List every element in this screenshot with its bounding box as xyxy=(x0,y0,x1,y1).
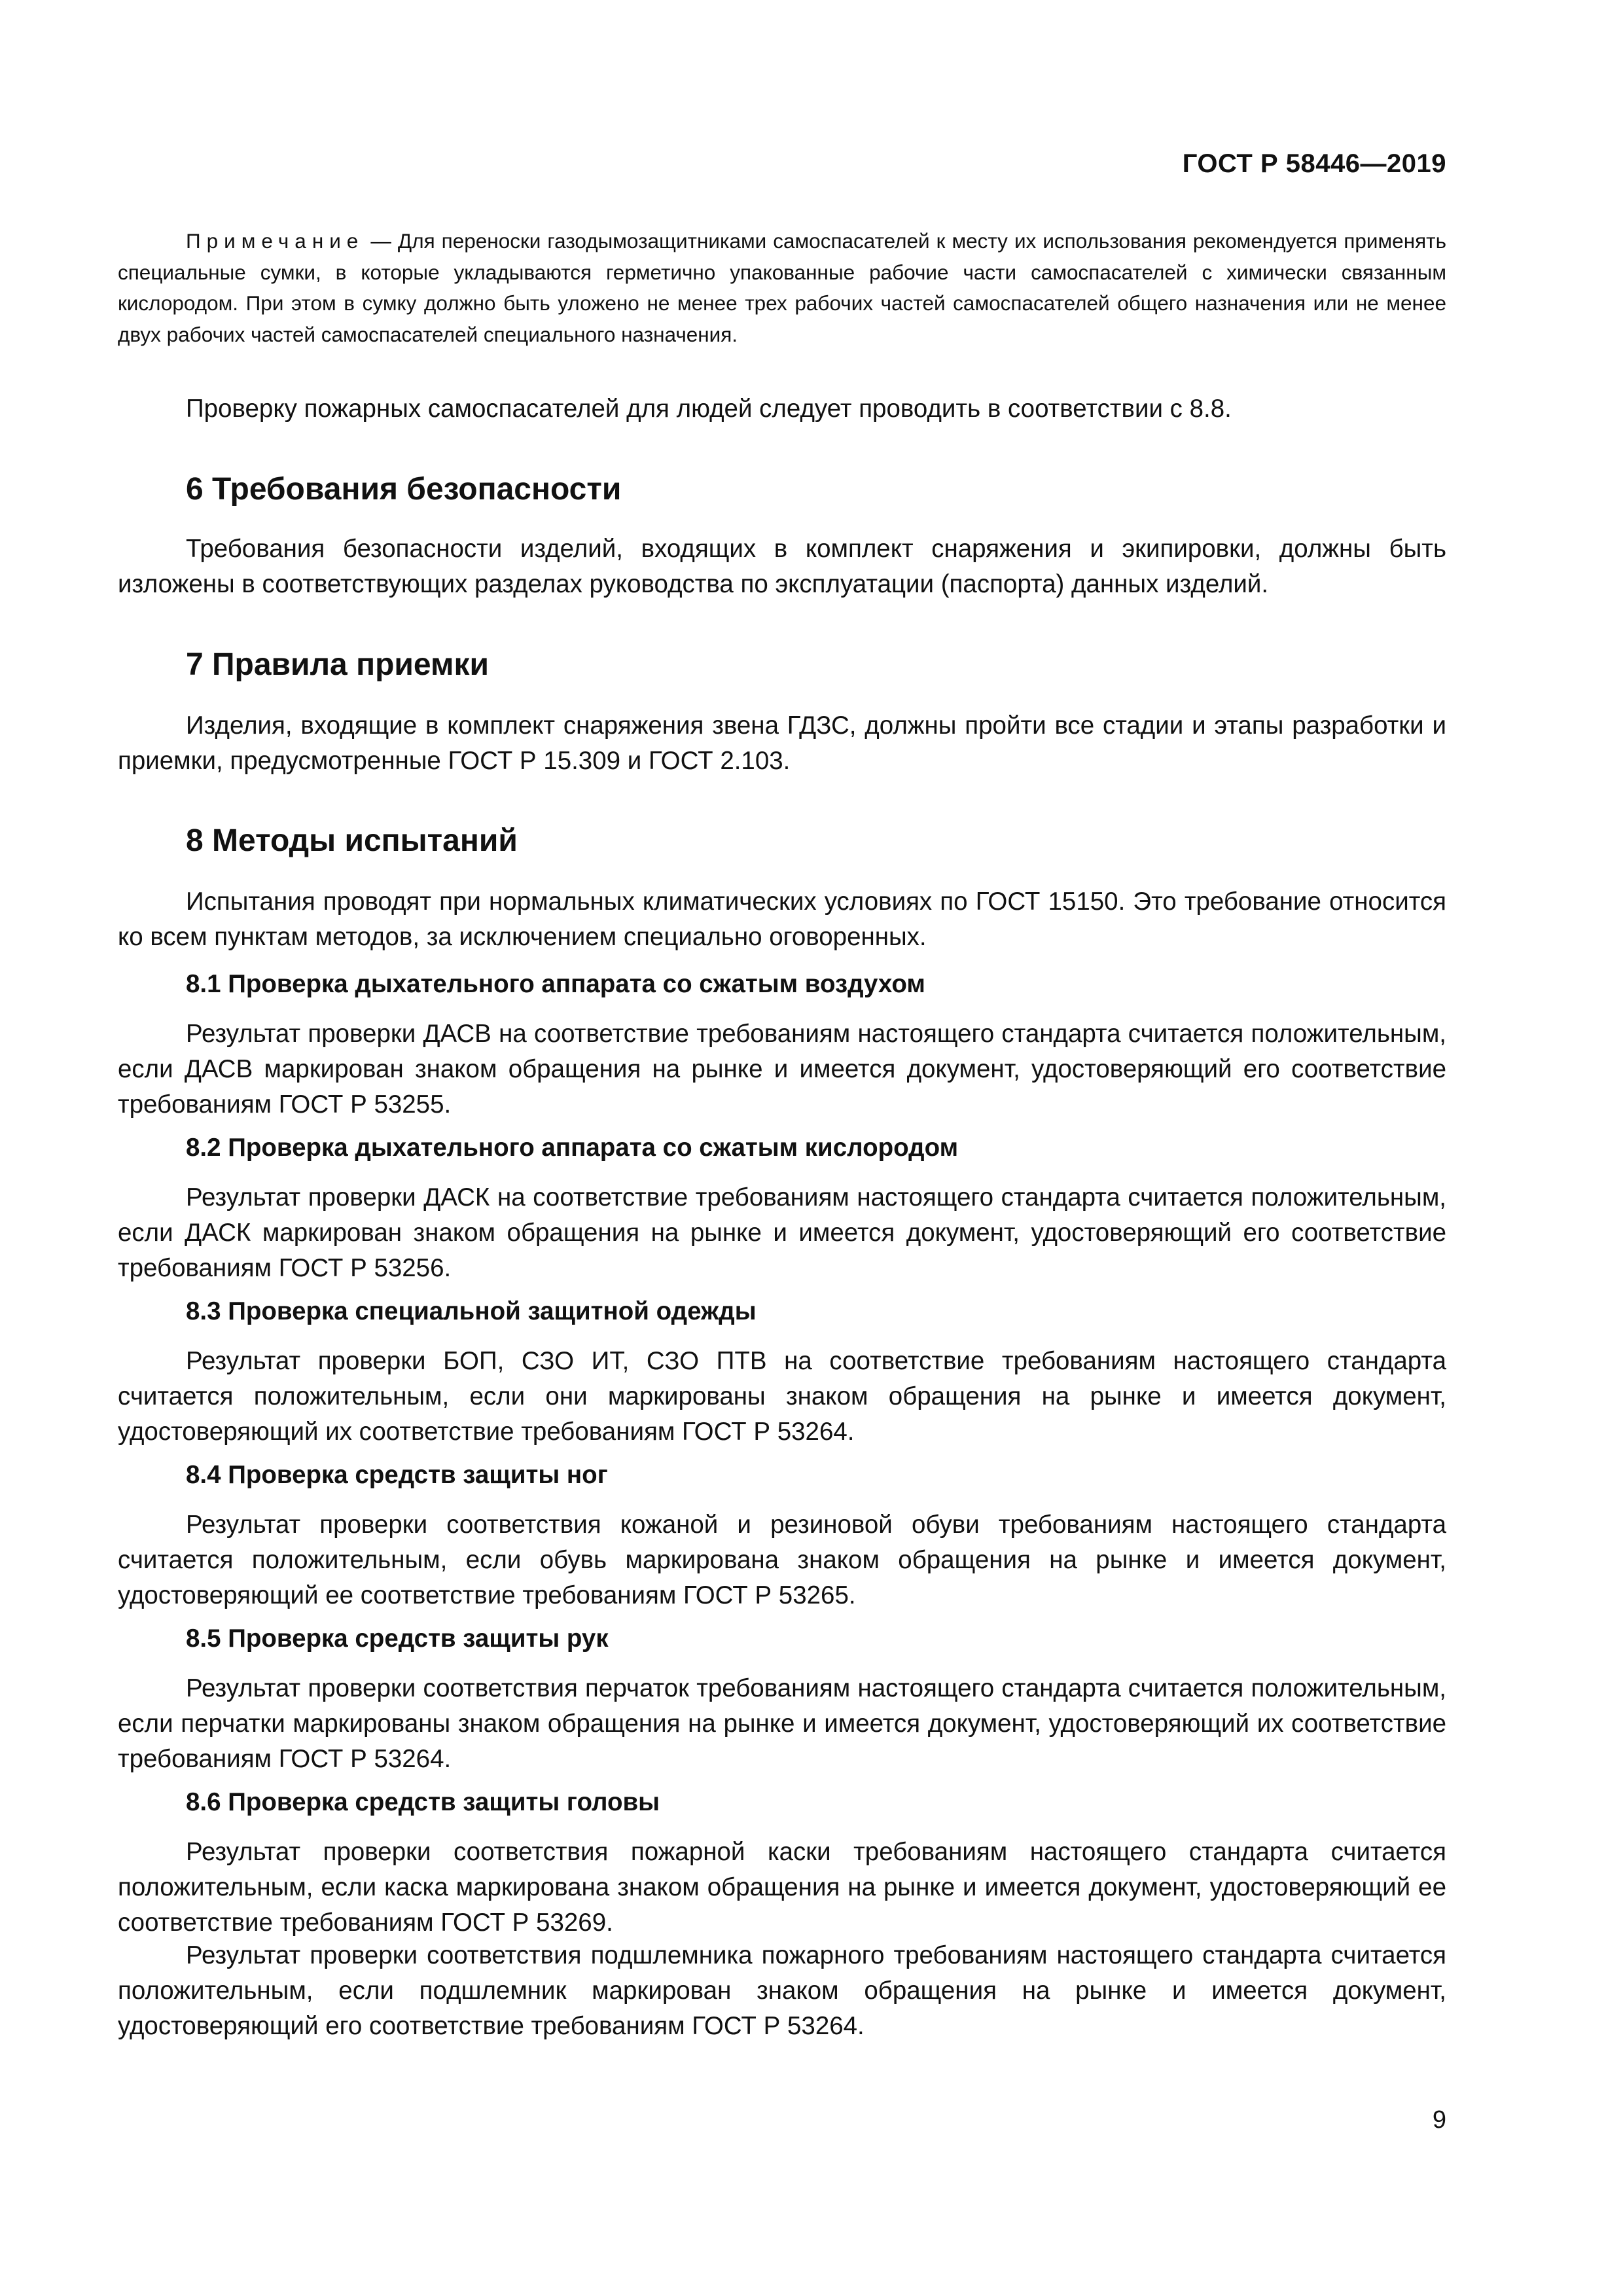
subsection-8-1-title: 8.1 Проверка дыхательного аппарата со сжатым воздухом xyxy=(186,970,925,998)
subsection-8-6-text: Результат проверки соответствия пожарной каски требованиям настоящего стандарта считается положительным, если каска маркирована знаком обращения на рынке и имеется документ, удостоверяющий ее соответствие требованиям ГОСТ Р 53269. xyxy=(118,1838,1446,1937)
subsection-8-5-title: 8.5 Проверка средств защиты рук xyxy=(186,1624,609,1653)
subsection-8-3-text: Результат проверки БОП, СЗО ИТ, СЗО ПТВ на соответствие требованиям настоящего стандарта считается положительным, если они маркированы знаком обращения на рынке и имеется документ, удостоверяющий их соответствие требованиям ГОСТ Р 53264. xyxy=(118,1347,1446,1446)
subsection-8-2-text: Результат проверки ДАСК на соответствие требованиям настоящего стандарта считается положительным, если ДАСК маркирован знаком обращения на рынке и имеется документ, удостоверяющий его соответствие требованиям ГОСТ Р 53256. xyxy=(118,1183,1446,1282)
subsection-8-4-title: 8.4 Проверка средств защиты ног xyxy=(186,1461,608,1489)
subsection-8-2-title: 8.2 Проверка дыхательного аппарата со сжатым кислородом xyxy=(186,1134,959,1162)
section-8-text: Испытания проводят при нормальных климатических условиях по ГОСТ 15150. Это требование относится ко всем пунктам методов, за исключением специально оговоренных. xyxy=(118,888,1446,951)
section-6-title: 6 Требования безопасности xyxy=(186,472,622,507)
note-text: — Для переноски газодымозащитниками самоспасателей к месту их использования рекомендуется применять специальные сумки, в которые укладываются герметично упакованные рабочие части самоспасателей с химически связанным кислородом. При этом в сумку должно быть уложено не менее трех рабочих частей самоспасателей общего назначения или не менее двух рабочих частей самоспасателей специального назначения. xyxy=(118,229,1446,346)
section-7-title: 7 Правила приемки xyxy=(186,647,490,682)
note-label: Примечание xyxy=(186,229,365,253)
subsection-8-6-title: 8.6 Проверка средств защиты головы xyxy=(186,1788,660,1816)
subsection-8-5-text: Результат проверки соответствия перчаток требованиям настоящего стандарта считается положительным, если перчатки маркированы знаком обращения на рынке и имеется документ, удостоверяющий их соответствие требованиям ГОСТ Р 53264. xyxy=(118,1674,1446,1773)
page-header: ГОСТ Р 58446—2019 xyxy=(1182,149,1446,178)
section-7-text: Изделия, входящие в комплект снаряжения звена ГДЗС, должны пройти все стадии и этапы разработки и приемки, предусмотренные ГОСТ Р 15.309 и ГОСТ 2.103. xyxy=(118,711,1446,775)
page-number: 9 xyxy=(1432,2106,1446,2134)
subsection-8-6-text-2: Результат проверки соответствия подшлемника пожарного требованиям настоящего стандарта считается положительным, если подшлемник маркирован знаком обращения на рынке и имеется документ, удостоверяющий его соответствие требованиям ГОСТ Р 53264. xyxy=(118,1941,1446,2040)
subsection-8-1-text: Результат проверки ДАСВ на соответствие требованиям настоящего стандарта считается положительным, если ДАСВ маркирован знаком обращения на рынке и имеется документ, удостоверяющий его соответствие требованиям ГОСТ Р 53255. xyxy=(118,1020,1446,1119)
section-8-title: 8 Методы испытаний xyxy=(186,823,518,858)
section-6-text: Требования безопасности изделий, входящих в комплект снаряжения и экипировки, должны быть изложены в соответствующих разделах руководства по эксплуатации (паспорта) данных изделий. xyxy=(118,535,1446,598)
paragraph-fire-check: Проверку пожарных самоспасателей для людей следует проводить в соответствии с 8.8. xyxy=(186,395,1232,423)
subsection-8-4-text: Результат проверки соответствия кожаной и резиновой обуви требованиям настоящего стандарта считается положительным, если обувь маркирована знаком обращения на рынке и имеется документ, удостоверяющий ее соответствие требованиям ГОСТ Р 53265. xyxy=(118,1511,1446,1609)
note-paragraph xyxy=(118,226,1446,350)
subsection-8-3-title: 8.3 Проверка специальной защитной одежды xyxy=(186,1297,757,1325)
